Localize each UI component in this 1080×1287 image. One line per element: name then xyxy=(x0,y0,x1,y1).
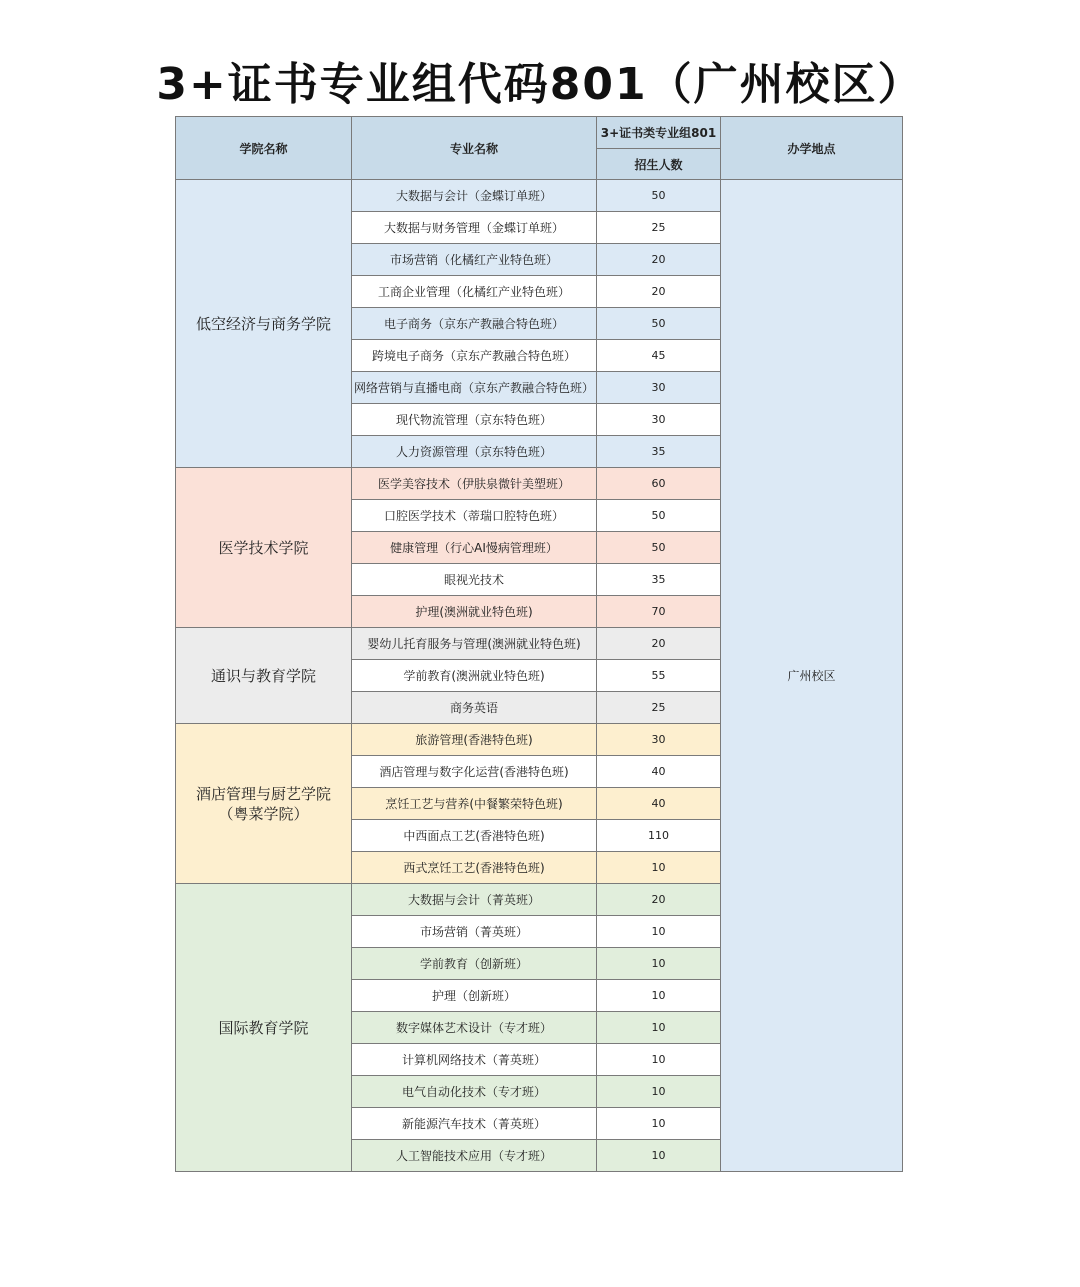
college-name-cell: 医学技术学院 xyxy=(176,468,352,628)
quota-cell: 10 xyxy=(597,1140,721,1172)
quota-cell: 40 xyxy=(597,788,721,820)
major-name-cell: 眼视光技术 xyxy=(352,564,597,596)
major-name-cell: 数字媒体艺术设计（专才班） xyxy=(352,1012,597,1044)
quota-cell: 30 xyxy=(597,372,721,404)
quota-cell: 10 xyxy=(597,1076,721,1108)
major-name-cell: 现代物流管理（京东特色班） xyxy=(352,404,597,436)
major-name-cell: 西式烹饪工艺(香港特色班) xyxy=(352,852,597,884)
quota-cell: 20 xyxy=(597,884,721,916)
quota-cell: 50 xyxy=(597,308,721,340)
quota-cell: 50 xyxy=(597,180,721,212)
quota-cell: 10 xyxy=(597,1044,721,1076)
quota-cell: 10 xyxy=(597,1108,721,1140)
quota-cell: 20 xyxy=(597,628,721,660)
header-college: 学院名称 xyxy=(176,117,352,180)
quota-cell: 10 xyxy=(597,916,721,948)
major-name-cell: 旅游管理(香港特色班) xyxy=(352,724,597,756)
major-name-cell: 市场营销（菁英班） xyxy=(352,916,597,948)
quota-cell: 50 xyxy=(597,532,721,564)
major-name-cell: 中西面点工艺(香港特色班) xyxy=(352,820,597,852)
major-name-cell: 大数据与会计（金蝶订单班） xyxy=(352,180,597,212)
quota-cell: 40 xyxy=(597,756,721,788)
major-name-cell: 市场营销（化橘红产业特色班） xyxy=(352,244,597,276)
major-name-cell: 电气自动化技术（专才班） xyxy=(352,1076,597,1108)
quota-cell: 45 xyxy=(597,340,721,372)
quota-cell: 25 xyxy=(597,692,721,724)
quota-cell: 20 xyxy=(597,244,721,276)
major-name-cell: 人工智能技术应用（专才班） xyxy=(352,1140,597,1172)
college-name-cell: 国际教育学院 xyxy=(176,884,352,1172)
major-name-cell: 大数据与财务管理（金蝶订单班） xyxy=(352,212,597,244)
major-name-cell: 大数据与会计（菁英班） xyxy=(352,884,597,916)
enrollment-table xyxy=(175,116,903,1172)
major-name-cell: 电子商务（京东产教融合特色班） xyxy=(352,308,597,340)
major-name-cell: 新能源汽车技术（菁英班） xyxy=(352,1108,597,1140)
college-name-cell: 通识与教育学院 xyxy=(176,628,352,724)
quota-cell: 30 xyxy=(597,404,721,436)
major-name-cell: 口腔医学技术（蒂瑞口腔特色班） xyxy=(352,500,597,532)
major-name-cell: 学前教育(澳洲就业特色班) xyxy=(352,660,597,692)
header-group: 3+证书类专业组801 xyxy=(597,117,721,149)
quota-cell: 50 xyxy=(597,500,721,532)
quota-cell: 110 xyxy=(597,820,721,852)
college-name-cell: 低空经济与商务学院 xyxy=(176,180,352,468)
major-name-cell: 计算机网络技术（菁英班） xyxy=(352,1044,597,1076)
college-name-cell xyxy=(176,724,352,884)
quota-cell: 25 xyxy=(597,212,721,244)
major-name-cell: 烹饪工艺与营养(中餐繁荣特色班) xyxy=(352,788,597,820)
major-name-cell: 网络营销与直播电商（京东产教融合特色班） xyxy=(352,372,597,404)
quota-cell: 70 xyxy=(597,596,721,628)
major-name-cell: 婴幼儿托育服务与管理(澳洲就业特色班) xyxy=(352,628,597,660)
major-name-cell: 医学美容技术（伊肤泉微针美塑班） xyxy=(352,468,597,500)
major-name-cell: 护理（创新班） xyxy=(352,980,597,1012)
major-name-cell: 健康管理（行心AI慢病管理班） xyxy=(352,532,597,564)
major-name-cell: 跨境电子商务（京东产教融合特色班） xyxy=(352,340,597,372)
header-row xyxy=(176,117,903,149)
quota-cell: 10 xyxy=(597,948,721,980)
major-name-cell: 酒店管理与数字化运营(香港特色班) xyxy=(352,756,597,788)
quota-cell: 10 xyxy=(597,980,721,1012)
quota-cell: 30 xyxy=(597,724,721,756)
major-name-cell: 商务英语 xyxy=(352,692,597,724)
table-body xyxy=(176,117,903,1172)
quota-cell: 10 xyxy=(597,852,721,884)
quota-cell: 20 xyxy=(597,276,721,308)
quota-cell: 35 xyxy=(597,436,721,468)
header-major: 专业名称 xyxy=(352,117,597,180)
college-name-line2: （粤菜学院） xyxy=(218,804,309,823)
quota-cell: 60 xyxy=(597,468,721,500)
header-quota: 招生人数 xyxy=(597,149,721,180)
quota-cell: 10 xyxy=(597,1012,721,1044)
major-name-cell: 工商企业管理（化橘红产业特色班） xyxy=(352,276,597,308)
major-name-cell: 人力资源管理（京东特色班） xyxy=(352,436,597,468)
location-cell: 广州校区 xyxy=(721,180,903,1172)
table-row xyxy=(176,180,903,212)
college-name-line1: 酒店管理与厨艺学院 xyxy=(195,784,331,803)
page-title: 3+证书专业组代码801（广州校区） xyxy=(156,59,924,110)
major-name-cell: 护理(澳洲就业特色班) xyxy=(352,596,597,628)
major-name-cell: 学前教育（创新班） xyxy=(352,948,597,980)
quota-cell: 35 xyxy=(597,564,721,596)
quota-cell: 55 xyxy=(597,660,721,692)
header-location: 办学地点 xyxy=(721,117,903,180)
